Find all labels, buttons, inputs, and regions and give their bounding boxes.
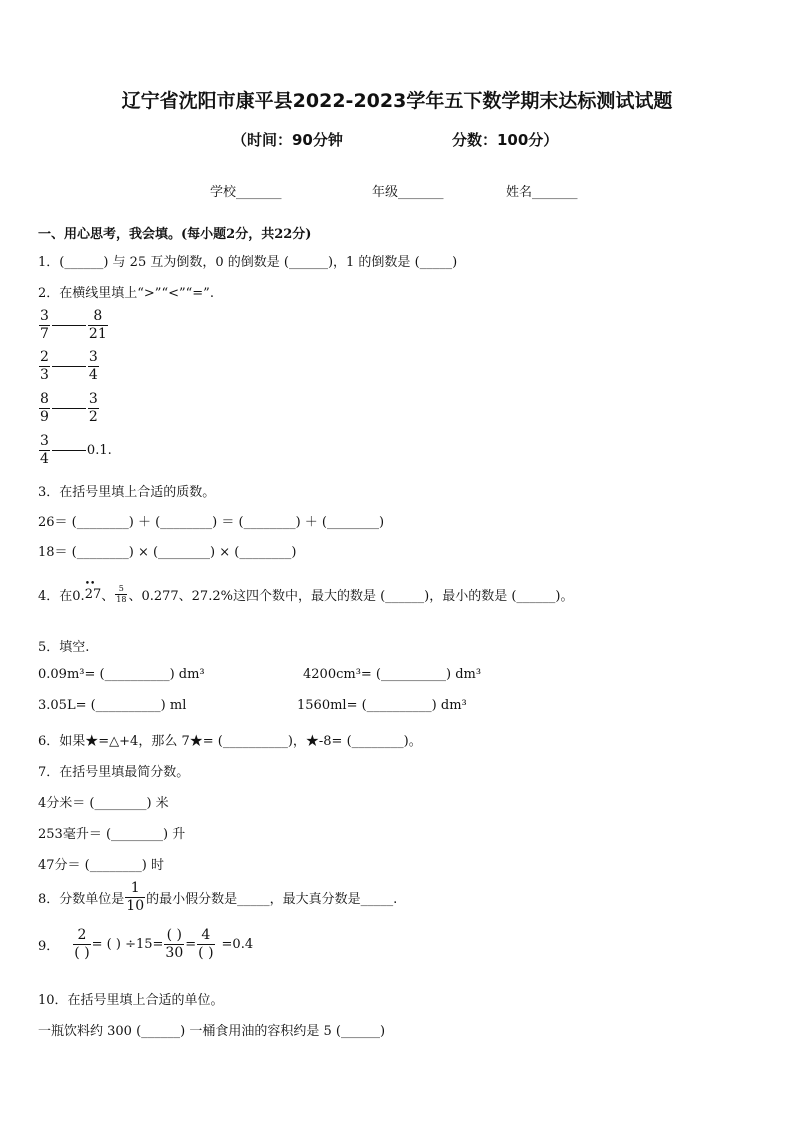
fraction: $\frac{3}{4}$ bbox=[40, 433, 49, 467]
fraction: $\frac{5}{18}$ bbox=[116, 584, 127, 605]
fraction: $\frac{4}{( )}$ bbox=[198, 927, 214, 961]
question-8 bbox=[38, 881, 397, 913]
answer-blank[interactable] bbox=[52, 450, 86, 451]
comparison-value: 0.1. bbox=[86, 442, 112, 458]
equals-sign: = bbox=[185, 936, 197, 952]
question-4-prefix: 4．在0. bbox=[38, 589, 85, 605]
separator: 、 bbox=[101, 589, 115, 605]
question-9-middle: = ( ) ÷15= bbox=[91, 936, 164, 952]
question-5-a: 0.09m³= (__________) dm³ bbox=[38, 667, 205, 682]
fraction: $\frac{2}{( )}$ bbox=[74, 927, 90, 961]
question-2: 2．在横线里填上“>”“<”“=”. bbox=[38, 286, 214, 301]
question-4-rest: 、0.277、27.2%这四个数中，最大的数是 (______)，最小的数是 (______)。 bbox=[128, 589, 574, 605]
fraction: $\frac{8}{9}$ bbox=[40, 391, 49, 425]
fraction: $\frac{1}{10}$ bbox=[126, 880, 145, 914]
answer-blank[interactable] bbox=[52, 366, 86, 367]
question-1: 1．(______) 与 25 互为倒数，0 的倒数是 (______)，1 的倒数是 (_____) bbox=[38, 255, 458, 270]
question-5-d: 1560ml= (__________) dm³ bbox=[297, 698, 467, 713]
answer-blank[interactable] bbox=[52, 325, 86, 326]
section-heading: 一、用心思考，我会填。(每小题2分，共22分) bbox=[38, 227, 312, 242]
question-9-prefix: 9． bbox=[38, 938, 60, 954]
fraction: $\frac{3}{2}$ bbox=[88, 391, 98, 425]
question-8-suffix: 的最小假分数是_____，最大真分数是_____. bbox=[146, 891, 398, 907]
compare-row-4 bbox=[38, 434, 112, 466]
grade-field[interactable]: 年级_______ bbox=[372, 185, 444, 200]
compare-row-3 bbox=[38, 392, 100, 424]
question-6: 6．如果★=△+4，那么 7★= (__________)，★-8= (________)。 bbox=[38, 734, 422, 749]
question-7: 7．在括号里填最简分数。 bbox=[38, 765, 190, 780]
fraction: $\frac{3}{4}$ bbox=[88, 349, 98, 383]
repeating-decimal: •• 27 bbox=[85, 587, 102, 602]
school-field[interactable]: 学校_______ bbox=[210, 185, 282, 200]
question-5-c: 3.05L= (__________) ml bbox=[38, 698, 187, 713]
fraction: $\frac{3}{7}$ bbox=[40, 308, 49, 342]
fraction: $\frac{8}{21}$ bbox=[88, 308, 107, 342]
page-title: 辽宁省沈阳市康平县2022-2023学年五下数学期末达标测试试题 bbox=[121, 90, 673, 112]
question-9 bbox=[38, 928, 253, 960]
question-10: 10．在括号里填上合适的单位。 bbox=[38, 993, 224, 1008]
question-3: 3．在括号里填上合适的质数。 bbox=[38, 485, 216, 500]
fraction: $\frac{2}{3}$ bbox=[40, 349, 49, 383]
name-field[interactable]: 姓名_______ bbox=[506, 185, 578, 200]
question-9-suffix: =0.4 bbox=[221, 936, 254, 952]
question-3-line-2: 18＝ (________) × (________) × (________) bbox=[38, 545, 297, 560]
fraction: $\frac{( )}{30}$ bbox=[165, 927, 184, 961]
exam-time: （时间：90分钟 bbox=[232, 131, 343, 149]
question-10-line: 一瓶饮料约 300 (______) 一桶食用油的容积约是 5 (______) bbox=[38, 1024, 386, 1039]
compare-row-2 bbox=[38, 350, 100, 382]
compare-row-1 bbox=[38, 309, 109, 341]
exam-score: 分数：100分） bbox=[452, 131, 559, 149]
question-5-b: 4200cm³= (__________) dm³ bbox=[303, 667, 482, 682]
question-7-a: 4分米＝ (________) 米 bbox=[38, 796, 169, 811]
question-7-c: 47分＝ (________) 时 bbox=[38, 858, 164, 873]
question-8-prefix: 8．分数单位是 bbox=[38, 891, 125, 907]
question-3-line-1: 26＝ (________) ＋ (________) ＝ (________) ＋ (________) bbox=[38, 515, 385, 530]
question-7-b: 253毫升＝ (________) 升 bbox=[38, 827, 186, 842]
answer-blank[interactable] bbox=[52, 408, 86, 409]
question-4 bbox=[38, 585, 574, 605]
question-5: 5．填空. bbox=[38, 640, 90, 655]
